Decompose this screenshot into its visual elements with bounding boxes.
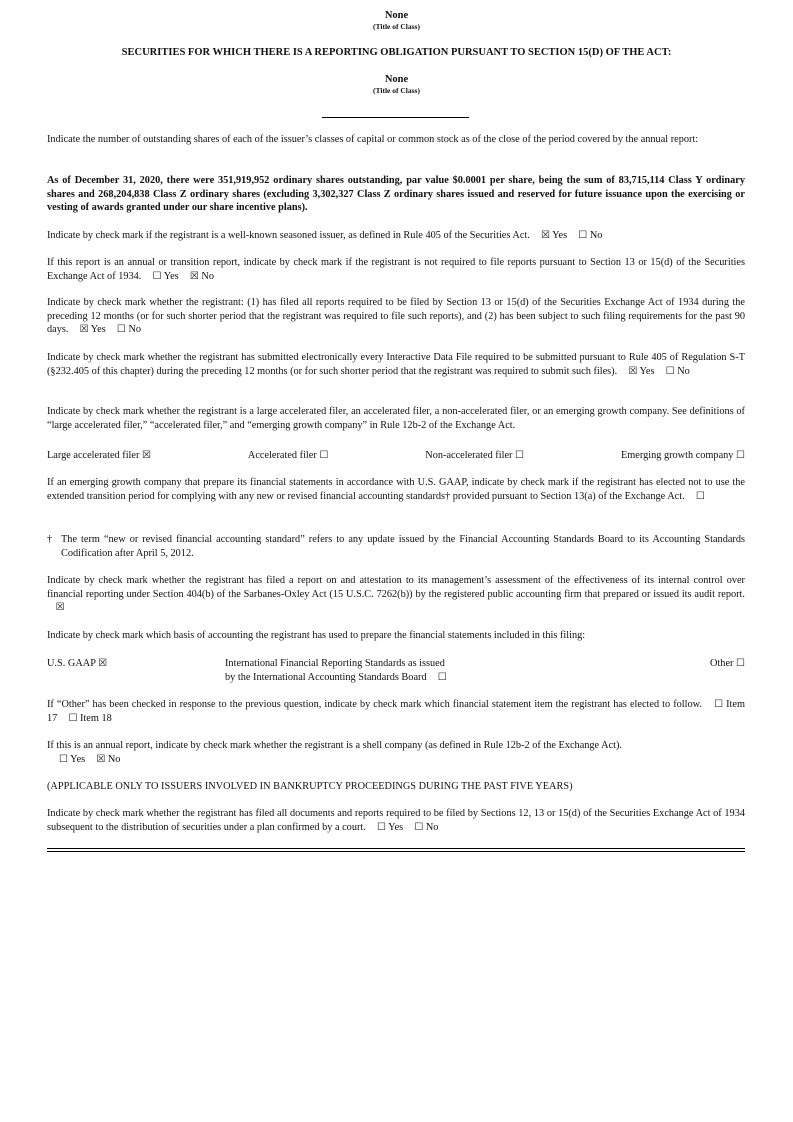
title-divider [322,117,469,118]
question-egc [47,476,745,503]
interactive-no-label: No [677,365,690,377]
accelerated-label: Accelerated filer [247,450,317,461]
bankruptcy-no-label: No [425,821,439,833]
other-checkbox[interactable]: ☐ [736,658,745,669]
bankruptcy-no-checkbox[interactable]: ☐ [414,821,424,833]
question-not-required [47,256,745,283]
item18-checkbox[interactable]: ☐ [68,712,78,724]
interactive-yes-label: Yes [639,365,655,377]
interactive-yes-checkbox[interactable]: ☒ [628,365,638,377]
question-wksi [47,229,745,243]
large-accelerated-label: Large accelerated filer [47,450,140,461]
shell-no-label: No [107,754,121,765]
egc-checkbox[interactable]: ☐ [695,490,705,502]
option-us-gaap [47,657,107,671]
ifrs-label-line2: by the International Accounting Standards Board [225,671,427,683]
interactive-no-checkbox[interactable]: ☐ [665,365,675,377]
section-15d-heading: SECURITIES FOR WHICH THERE IS A REPORTING OBLIGATION PURSUANT TO SECTION 15(D) OF THE ACT: [121,47,672,58]
not-required-no-checkbox[interactable]: ☒ [189,270,199,282]
not-required-yes-label: Yes [163,270,179,282]
wksi-no-checkbox[interactable]: ☐ [578,230,588,241]
filed-all-no-checkbox[interactable]: ☐ [116,324,126,335]
question-wksi-text: Indicate by check mark if the registrant is a well-known seasoned issuer, as defined in Rule 405 of the Securities Act. [47,230,530,241]
question-bankruptcy-text: Indicate by check mark whether the registrant has filed all documents and reports required to be filed by Sections 12, 13 or 15(d) of the Securities Exchange Act of 1934 subsequent to the distribution of securities under a plan confirmed by a court. [47,808,745,833]
shell-yes-label: Yes [70,754,86,765]
not-required-yes-checkbox[interactable]: ☐ [152,270,162,282]
item17-label: Item 17 [47,699,745,724]
question-other-item [47,698,745,725]
wksi-yes-checkbox[interactable]: ☒ [540,230,550,241]
question-shell-text: If this is an annual report, indicate by check mark whether the registrant is a shell company (as defined in Rule 12b-2 of the Exchange Act). [47,740,623,751]
shell-no-checkbox[interactable]: ☒ [96,754,106,765]
item18-label: Item 18 [80,712,112,724]
securities-12g-block [0,10,793,31]
footnote-text: The term “new or revised financial accounting standard” refers to any update issued by the Financial Accounting Standards Board to its Accounting Standards Codification after April 5, 2012. [61,534,745,559]
wksi-no-label: No [589,230,603,241]
option-other [710,657,745,671]
filer-type-options [47,449,745,463]
question-filed-all [47,296,745,337]
question-icfr [47,574,745,615]
option-non-accelerated [425,449,524,463]
question-interactive-text: Indicate by check mark whether the registrant has submitted electronically every Interactive Data File required to be submitted pursuant to Rule 405 of Regulation S-T (§232.405 of this chapter) during the preceding 12 months (or for such shorter period that the registrant was required to submit such files). [47,352,745,377]
icfr-checkbox[interactable]: ☒ [55,602,65,613]
non-accelerated-label: Non-accelerated filer [425,450,513,461]
item17-checkbox[interactable]: ☐ [714,699,724,710]
basis-options [47,657,745,687]
outstanding-shares-statement: As of December 31, 2020, there were 351,919,952 ordinary shares outstanding, par value $0.0001 per share, being the sum of 83,715,114 Class Y ordinary shares and 268,204,838 Class Z ordinary shares (excluding 3,302,327 Class Z ordinary shares issued and reserved for future issuance upon the exercising or vesting of awards granted under our share incentive plans). [47,175,745,213]
question-filer-type-text: Indicate by check mark whether the registrant is a large accelerated filer, an accelerated filer, a non-accelerated filer, or an emerging growth company. See definitions of “large accelerated filer,” “accelerated filer,” and “emerging growth company” in Rule 12b-2 of the Exchange Act. [47,406,745,431]
bankruptcy-yes-checkbox[interactable]: ☐ [377,821,386,833]
securities-12g-title: None [384,10,409,21]
bankruptcy-yes-label: Yes [388,821,404,833]
ifrs-label-line1: International Financial Reporting Standards as issued [225,658,445,669]
non-accelerated-checkbox[interactable]: ☐ [515,450,525,461]
not-required-no-label: No [201,270,214,282]
emerging-growth-checkbox[interactable]: ☐ [736,450,745,461]
shell-options [59,753,120,767]
option-large-accelerated [47,449,151,463]
securities-15d-block [0,74,793,95]
filed-all-no-label: No [128,324,142,335]
question-basis-text: Indicate by check mark which basis of accounting the registrant has used to prepare the financial statements included in this filing: [47,630,586,641]
emerging-growth-label: Emerging growth company [620,450,734,461]
question-icfr-text: Indicate by check mark whether the registrant has filed a report on and attestation to its management’s assessment of the effectiveness of its internal control over financial reporting under Section 404(b) of the Sarbanes-Oxley Act (15 U.S.C. 7262(b)) by the registered public accounting firm that prepared or issued its audit report. [47,575,745,600]
large-accelerated-checkbox[interactable]: ☒ [142,450,151,461]
securities-15d-title: None [384,74,409,85]
us-gaap-checkbox[interactable]: ☒ [98,658,108,669]
question-egc-text: If an emerging growth company that prepare its financial statements in accordance with U.S. GAAP, indicate by check mark if the registrant has elected not to use the extended transition period for complying with any new or revised financial accounting standards† provided pursuant to Section 13(a) of the Exchange Act. [47,477,745,502]
question-not-required-text: If this report is an annual or transition report, indicate by check mark if the registrant is not required to file reports pursuant to Section 13 or 15(d) of the Securities Exchange Act of 1934. [47,257,745,282]
option-accelerated [248,449,328,463]
footnote [47,533,745,560]
securities-12g-caption: (Title of Class) [373,22,420,31]
footnote-mark: † [47,534,53,545]
page-end-double-rule [47,848,745,852]
option-emerging-growth [621,449,745,463]
outstanding-shares-prompt: Indicate the number of outstanding shares of each of the issuer’s classes of capital or common stock as of the close of the period covered by the annual report: [47,134,699,145]
us-gaap-label: U.S. GAAP [47,658,96,669]
question-interactive [47,351,745,378]
filed-all-yes-label: Yes [90,324,106,335]
accelerated-checkbox[interactable]: ☐ [319,450,329,461]
shell-yes-checkbox[interactable]: ☐ [59,754,68,765]
question-bankruptcy [47,807,745,834]
securities-15d-caption: (Title of Class) [373,86,420,95]
question-other-item-text: If “Other” has been checked in response to the previous question, indicate by check mark which financial statement item the registrant has elected to follow. [47,699,703,710]
question-filed-all-text: Indicate by check mark whether the registrant: (1) has filed all reports required to be filed by Section 13 or 15(d) of the Securities Exchange Act of 1934 during the preceding 12 months (or for such shorter period that the registrant was required to file such reports), and (2) has been subject to such filing requirements for the past 90 days. [47,297,745,335]
wksi-yes-label: Yes [552,230,568,241]
option-ifrs [225,657,447,684]
bankruptcy-heading: (APPLICABLE ONLY TO ISSUERS INVOLVED IN BANKRUPTCY PROCEEDINGS DURING THE PAST FIVE YEARS) [47,781,573,792]
other-label: Other [710,658,734,669]
filed-all-yes-checkbox[interactable]: ☒ [79,324,89,335]
ifrs-checkbox[interactable]: ☐ [437,671,447,683]
